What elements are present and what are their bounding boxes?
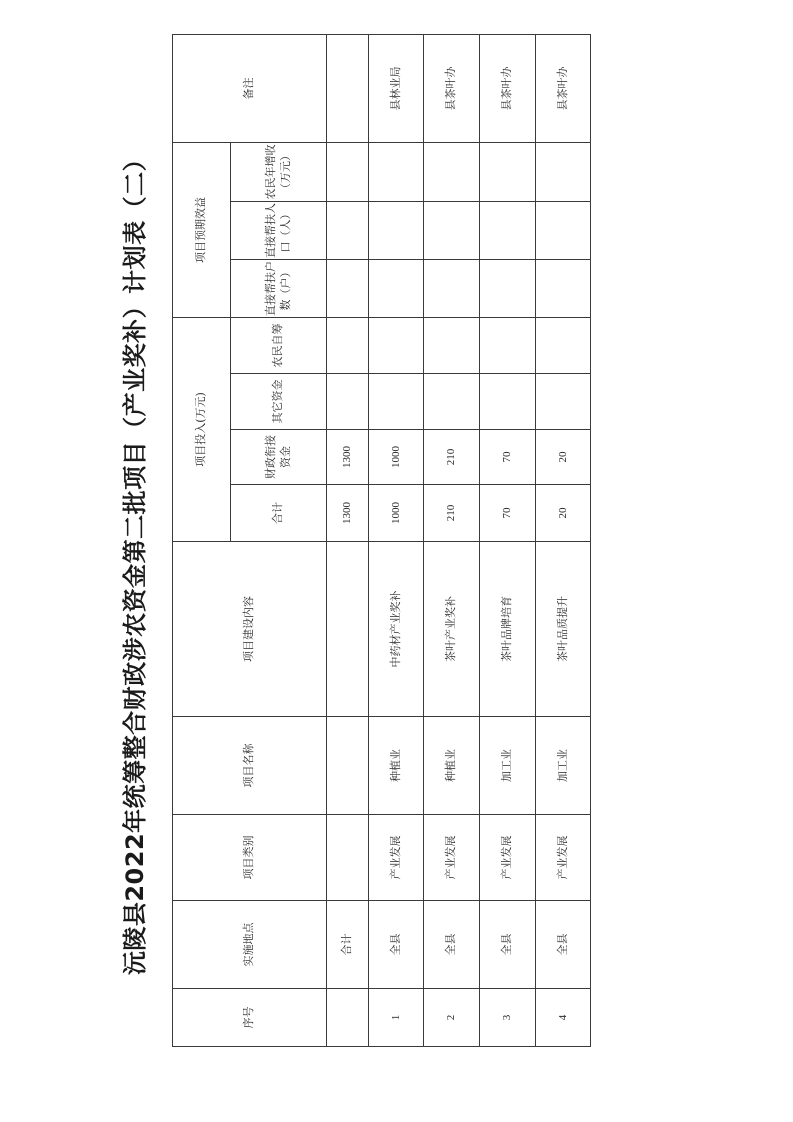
row-other (480, 374, 536, 430)
row-total: 20 (536, 485, 591, 542)
row-total: 210 (424, 485, 480, 542)
header-row-1 (173, 34, 231, 1046)
summary-name-cell (327, 717, 369, 815)
row-income (536, 142, 591, 201)
document-title: 沅陵县2022年统筹整合财政涉农资金第二批项目（产业奖补）计划表（二） (121, 146, 149, 976)
header-income: 农民年增收（万元） (231, 142, 327, 201)
row-location: 全县 (536, 901, 591, 989)
table-row (369, 34, 424, 1046)
row-category: 产业发展 (480, 815, 536, 901)
summary-label: 合计 (327, 901, 369, 989)
row-category: 产业发展 (536, 815, 591, 901)
row-category: 产业发展 (369, 815, 424, 901)
row-seq: 1 (369, 989, 424, 1047)
summary-seq-cell (327, 989, 369, 1047)
table-row (480, 34, 536, 1046)
row-population (424, 201, 480, 259)
row-total: 70 (480, 485, 536, 542)
row-self (369, 317, 424, 373)
row-households (369, 259, 424, 317)
summary-self-cell (327, 317, 369, 373)
header-investment-group: 项目投入(万元) (173, 317, 231, 541)
summary-income-cell (327, 142, 369, 201)
header-location: 实施地点 (173, 901, 327, 989)
header-other: 其它资金 (231, 374, 327, 430)
header-name: 项目名称 (173, 717, 327, 815)
summary-content-cell (327, 542, 369, 717)
row-other (424, 374, 480, 430)
row-seq: 4 (536, 989, 591, 1047)
row-content: 中药材产业奖补 (369, 542, 424, 717)
row-income (480, 142, 536, 201)
row-population (369, 201, 424, 259)
summary-other-cell (327, 374, 369, 430)
header-content: 项目建设内容 (173, 542, 327, 717)
summary-row (327, 34, 369, 1046)
row-households (424, 259, 480, 317)
header-remark: 备注 (173, 34, 327, 142)
row-fiscal: 1000 (369, 430, 424, 485)
row-households (536, 259, 591, 317)
row-remark: 县林业局 (369, 34, 424, 142)
row-seq: 3 (480, 989, 536, 1047)
row-name: 种植业 (369, 717, 424, 815)
row-content: 茶叶品质提升 (536, 542, 591, 717)
row-population (480, 201, 536, 259)
row-other (369, 374, 424, 430)
row-category: 产业发展 (424, 815, 480, 901)
row-content: 茶叶产业奖补 (424, 542, 480, 717)
row-location: 全县 (369, 901, 424, 989)
row-fiscal: 70 (480, 430, 536, 485)
row-name: 加工业 (480, 717, 536, 815)
row-location: 全县 (424, 901, 480, 989)
header-fiscal: 财政衔接资金 (231, 430, 327, 485)
row-other (536, 374, 591, 430)
header-population: 直接帮扶人口（人） (231, 201, 327, 259)
row-income (424, 142, 480, 201)
row-remark: 县茶叶办 (536, 34, 591, 142)
row-self (424, 317, 480, 373)
row-seq: 2 (424, 989, 480, 1047)
header-self: 农民自筹 (231, 317, 327, 373)
row-name: 种植业 (424, 717, 480, 815)
plan-table (172, 34, 591, 1047)
row-income (369, 142, 424, 201)
table-row (536, 34, 591, 1046)
row-households (480, 259, 536, 317)
summary-population-cell (327, 201, 369, 259)
header-households: 直接帮扶户数（户） (231, 259, 327, 317)
summary-total: 1300 (327, 485, 369, 542)
row-remark: 县茶叶办 (480, 34, 536, 142)
header-total: 合计 (231, 485, 327, 542)
header-category: 项目类别 (173, 815, 327, 901)
row-name: 加工业 (536, 717, 591, 815)
table-row (424, 34, 480, 1046)
row-self (480, 317, 536, 373)
summary-households-cell (327, 259, 369, 317)
row-self (536, 317, 591, 373)
row-location: 全县 (480, 901, 536, 989)
summary-fiscal: 1300 (327, 430, 369, 485)
row-population (536, 201, 591, 259)
row-fiscal: 20 (536, 430, 591, 485)
summary-remark-cell (327, 34, 369, 142)
row-fiscal: 210 (424, 430, 480, 485)
header-seq: 序号 (173, 989, 327, 1047)
row-total: 1000 (369, 485, 424, 542)
row-remark: 县茶叶办 (424, 34, 480, 142)
summary-category-cell (327, 815, 369, 901)
row-content: 茶叶品牌培育 (480, 542, 536, 717)
header-benefit-group: 项目预期效益 (173, 142, 231, 317)
